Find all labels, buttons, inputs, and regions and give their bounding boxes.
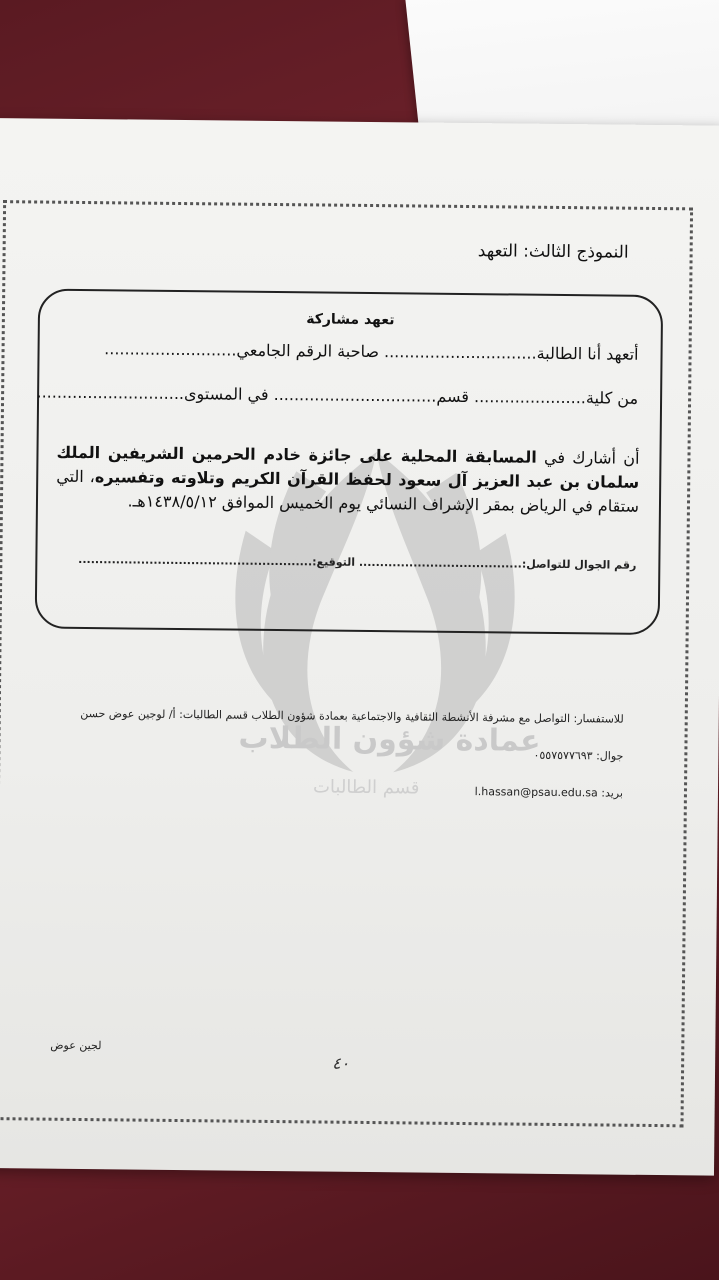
email-address: l.hassan@psau.edu.sa <box>474 785 598 800</box>
document-page <box>0 118 719 1176</box>
signature: لجين عوض <box>50 1038 102 1053</box>
section-title: النموذج الثالث: التعهد <box>477 241 629 263</box>
pledge-box <box>35 289 664 636</box>
mobile-text: جوال: ٠٥٥٧٥٧٧٦٩٣ <box>533 748 624 763</box>
student-name-line: أتعهد أنا الطالبة.............................. صاحبة الرقم الجامعي.......................... <box>104 339 639 364</box>
pledge-body-bold: المسابقة المحلية على جائزة خادم الحرمين الشريفين الملك سلمان بن عبد العزيز آل سعود لحفظ القرآن الكريم وتلاوته وتفسيره <box>56 442 640 492</box>
pledge-body-intro: أن أشارك في <box>536 447 640 468</box>
pledge-body <box>56 441 640 519</box>
page-number: ٤٠ <box>332 1053 350 1073</box>
email-label: بريد: <box>601 786 624 800</box>
pledge-title: تعهد مشاركة <box>306 311 395 329</box>
watermark-title: عمادة شؤون الطلاب <box>238 720 541 759</box>
college-line: من كلية...................... قسم................................ في المستوى............................. <box>36 382 639 408</box>
watermark-subtitle: قسم الطالبات <box>312 776 420 799</box>
email-line <box>475 785 623 800</box>
pledge-body-end: ، التي ستقام في الرياض بمقر الإشراف النسائي يوم الخميس الموافق ١٤٣٨/٥/١٢هـ. <box>56 466 640 516</box>
contact-signature-line: رقم الجوال للتواصل:....................................... التوقيع:........................................................ <box>78 552 637 572</box>
inquiry-text: للاستفسار: التواصل مع مشرفة الأنشطة الثقافية والاجتماعية بعمادة شؤون الطلاب قسم الطالبات: أ/ لوجين عوض حسن <box>80 706 624 726</box>
